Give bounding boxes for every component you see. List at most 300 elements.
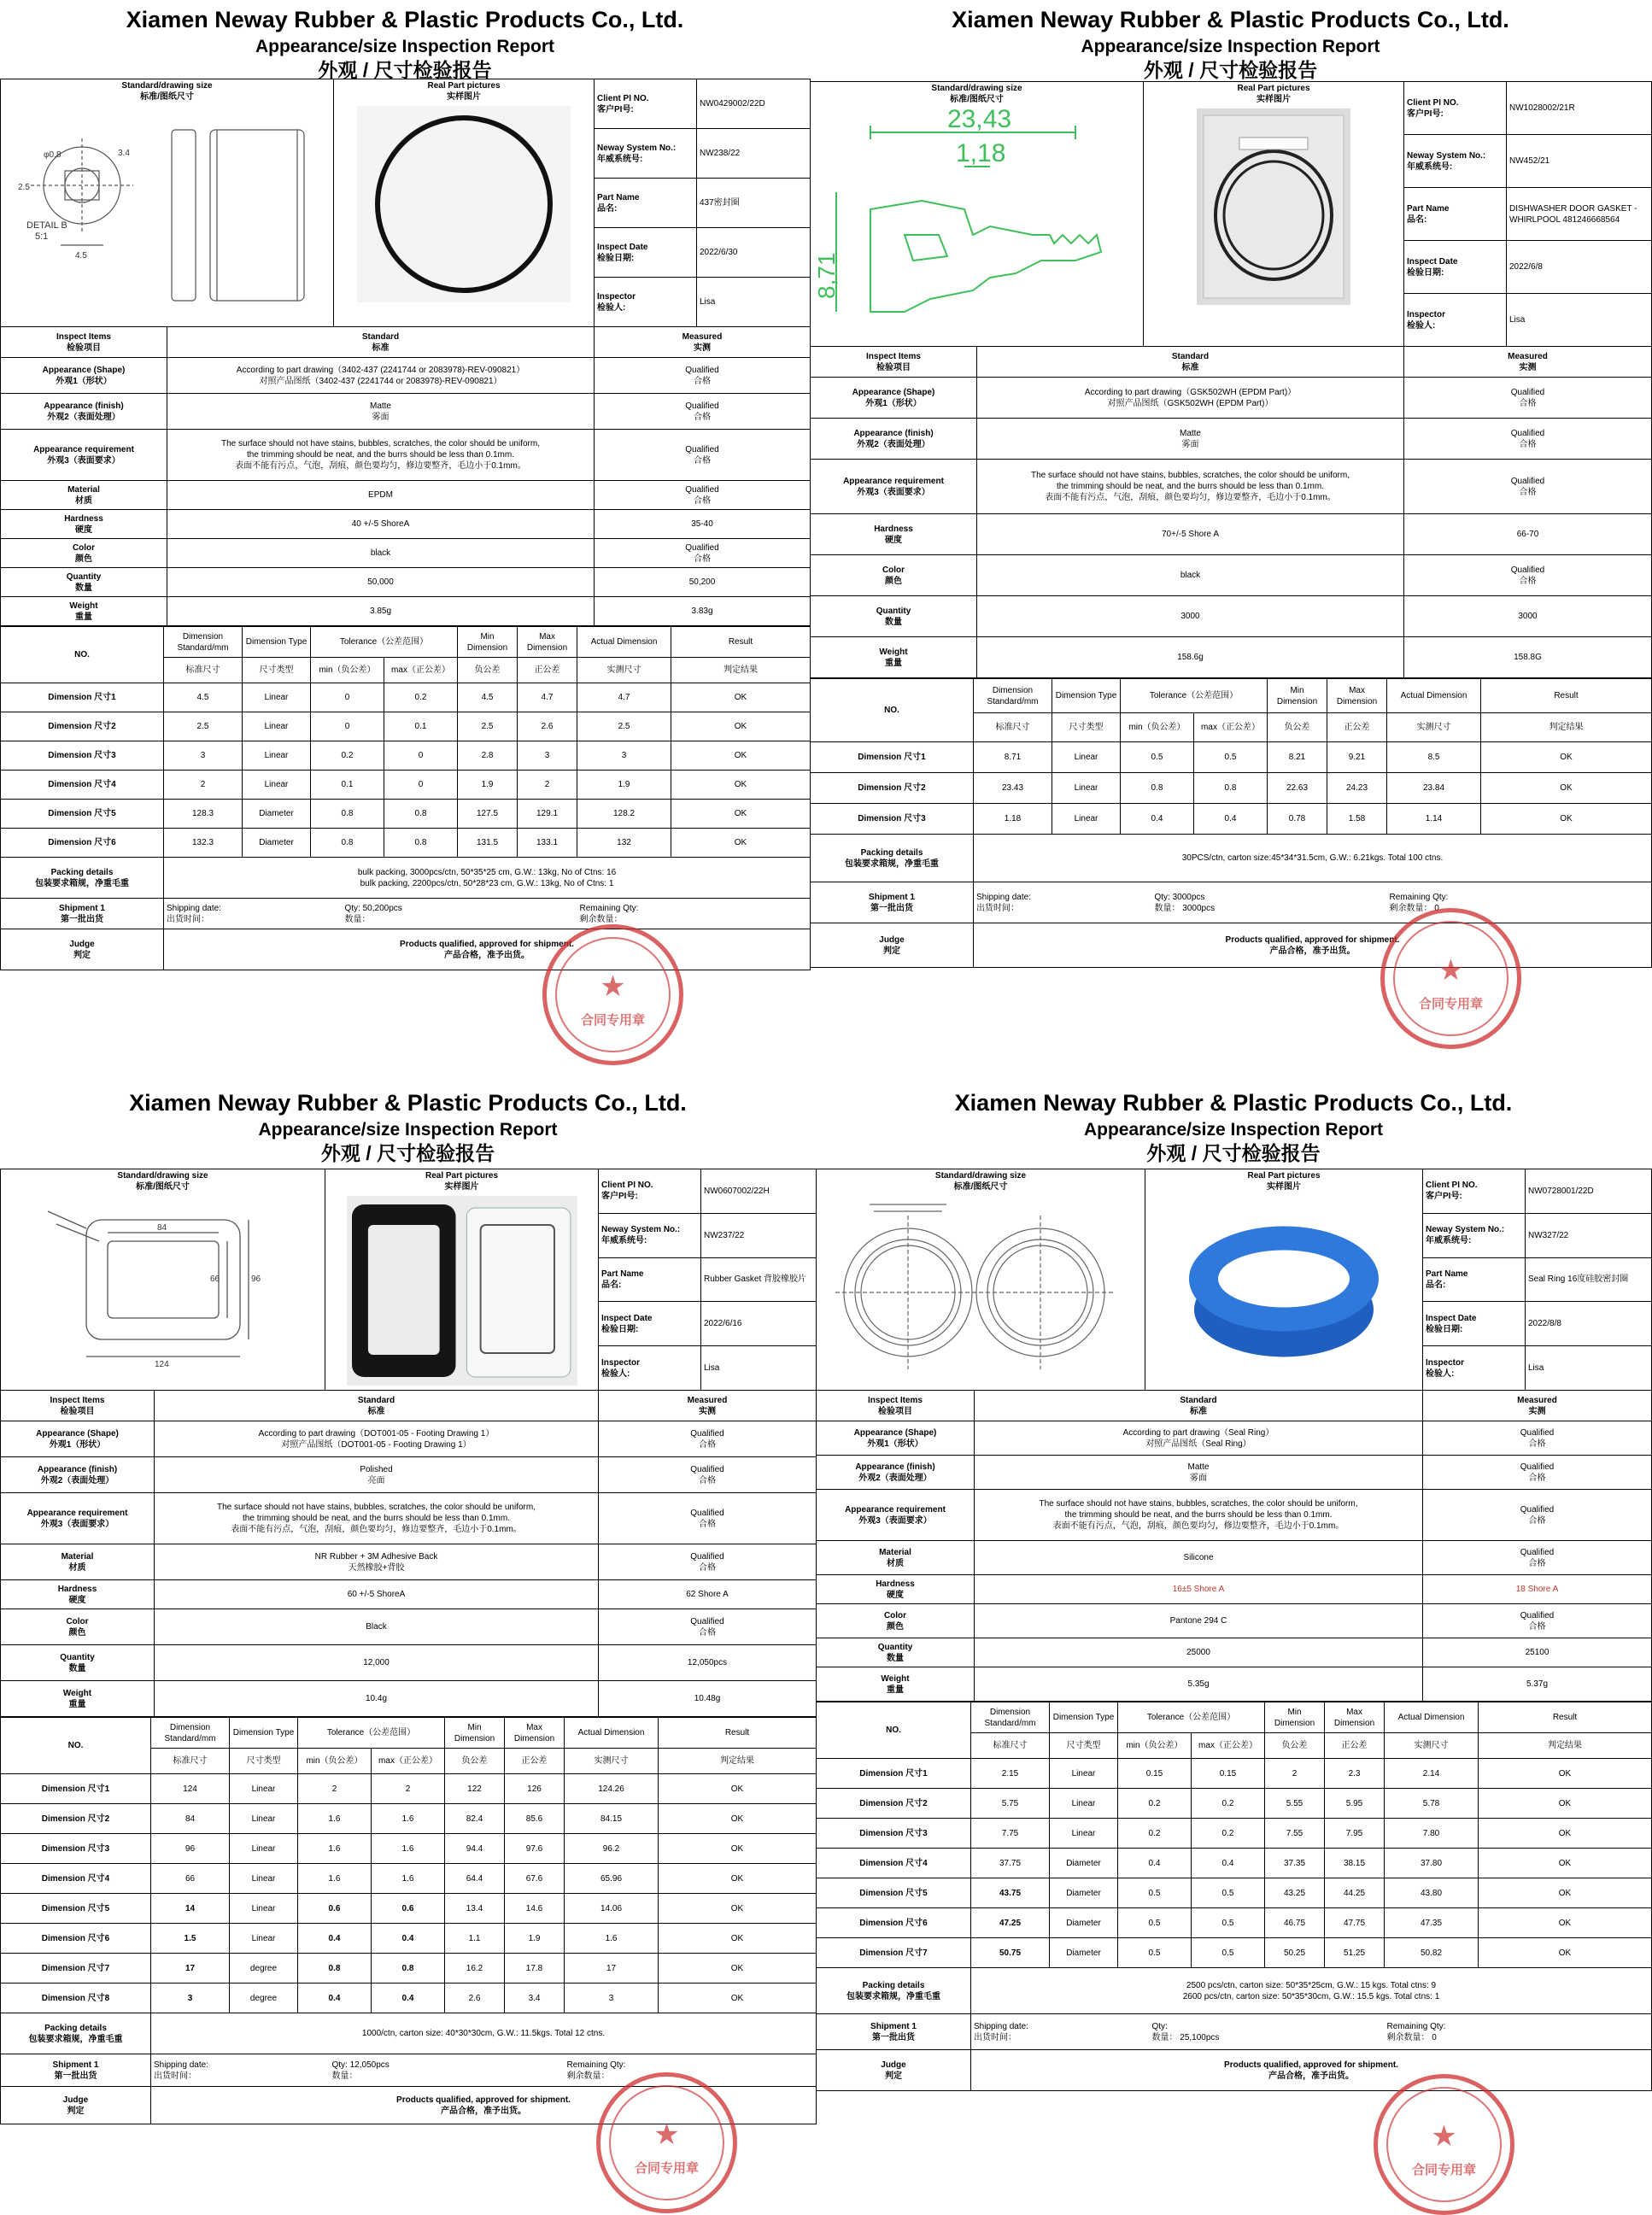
inspect-item-standard: 3.85g <box>167 597 595 626</box>
info-value: Rubber Gasket 背胶橡胶片 <box>701 1257 817 1302</box>
tolerance-max: 0.4 <box>372 1924 445 1954</box>
tolerance-max: 0.8 <box>384 829 458 858</box>
judge-row <box>811 923 1652 968</box>
picture-label: Real Part pictures <box>1237 84 1310 93</box>
inspect-item-row <box>1 358 811 394</box>
max-dimension: 51.25 <box>1325 1938 1385 1968</box>
inspect-item-standard: The surface should not have stains, bubbles, scratches, the color should be uniform, the trimming should be neat, and the burrs should be less than 0.1mm. 表面不能有污点，气泡，刮痕，颜色要均匀，修边要整齐，毛边小于0.1mm。 <box>155 1493 599 1544</box>
dimension-no: Dimension 尺寸8 <box>1 1984 151 2013</box>
tolerance-max: 0.1 <box>384 712 458 741</box>
report-header <box>816 1083 1651 1169</box>
inspect-item-standard: black <box>167 539 595 568</box>
judge-row <box>817 2050 1652 2091</box>
max-dimension: 44.25 <box>1325 1878 1385 1908</box>
dim-type-header: Dimension Type <box>230 1718 298 1749</box>
actual-dimension: 7.80 <box>1385 1819 1479 1849</box>
gasket-bag-image <box>1197 108 1350 305</box>
min-dimension: 13.4 <box>445 1894 505 1924</box>
packing-details: 2500 pcs/ctn, carton size: 50*35*25cm, G.W.: 15 kgs. Total ctns: 9 2600 pcs/ctn, carton size: 50*35*30cm, G.W.: 15.5 kgs. Total ctns: 1 <box>971 1968 1652 2014</box>
dim-std-header: Dimension Standard/mm <box>164 627 243 658</box>
min-dimension: 94.4 <box>445 1834 505 1864</box>
tolerance-min: 0.15 <box>1118 1759 1192 1789</box>
info-label: Part Name 品名: <box>599 1257 701 1302</box>
max-dimension: 97.6 <box>505 1834 565 1864</box>
info-label: Part Name 品名: <box>595 179 697 228</box>
min-dim-header: Min Dimension <box>458 627 518 658</box>
dim-std-header-cn: 标准尺寸 <box>974 713 1052 742</box>
inspect-item-standard: black <box>977 555 1404 596</box>
min-dim-header-cn: 负公差 <box>445 1749 505 1774</box>
dimension-row <box>1 1864 817 1894</box>
inspect-item-label: Appearance (finish) 外观2（表面处理） <box>811 419 977 460</box>
max-tol-header: max（正公差） <box>1194 713 1268 742</box>
inspect-item-standard: 3000 <box>977 596 1404 637</box>
drawing-label: Standard/drawing size <box>931 84 1022 93</box>
result-header: Result <box>671 627 811 658</box>
info-value: NW452/21 <box>1507 135 1652 188</box>
max-dimension: 3.4 <box>505 1984 565 2013</box>
info-value: 2022/6/8 <box>1507 241 1652 294</box>
shipment-row <box>1 899 811 929</box>
dimension-standard: 50.75 <box>971 1938 1050 1968</box>
actual-dimension: 5.78 <box>1385 1789 1479 1819</box>
result-value: OK <box>1479 1759 1652 1789</box>
max-dim-header: Max Dimension <box>518 627 577 658</box>
dimension-header-row <box>817 1702 1652 1733</box>
judge-row <box>1 2087 817 2124</box>
inspect-item-measured: 62 Shore A <box>599 1580 817 1609</box>
drawing-cell <box>811 82 1144 347</box>
dimension-standard: 3 <box>164 741 243 771</box>
dim-std-header-cn: 标准尺寸 <box>164 658 243 683</box>
result-header: Result <box>1481 679 1652 713</box>
drawing-label-cn: 标准/图纸尺寸 <box>136 1182 190 1192</box>
dimension-no: Dimension 尺寸1 <box>1 1774 151 1804</box>
info-label: Inspect Date 检验日期: <box>1423 1302 1526 1346</box>
result-value: OK <box>659 1774 817 1804</box>
min-dim-header: Min Dimension <box>1268 679 1327 713</box>
inspect-item-measured: Qualified 合格 <box>595 358 811 394</box>
inspect-item-row <box>811 460 1652 514</box>
dimension-type: Linear <box>1052 742 1121 773</box>
shipment-label: Shipment 1 第一批出货 <box>1 899 164 929</box>
tolerance-max: 1.6 <box>372 1804 445 1834</box>
min-dimension: 5.55 <box>1265 1789 1325 1819</box>
info-label: Inspect Date 检验日期: <box>595 228 697 278</box>
inspect-item-label: Quantity 数量 <box>811 596 977 637</box>
report-title-cn: 外观 / 尺寸检验报告 <box>1143 59 1318 82</box>
inspect-item-row <box>1 1421 817 1457</box>
judge-row <box>1 929 811 970</box>
min-tol-header: min（负公差） <box>1121 713 1194 742</box>
info-value: Seal Ring 16度硅胶密封圈 <box>1526 1257 1652 1302</box>
remaining-qty: Remaining Qty: 剩余数量： 0 <box>1385 2014 1652 2050</box>
picture-label-cn: 实样图片 <box>1267 1182 1301 1192</box>
report-title: Appearance/size Inspection Report <box>1081 37 1380 57</box>
dimension-no: Dimension 尺寸5 <box>1 800 164 829</box>
inspect-item-measured: Qualified 合格 <box>599 1544 817 1580</box>
no-header: NO. <box>817 1702 971 1759</box>
dimension-type: Linear <box>243 712 311 741</box>
shipping-date: Shipping date: 出货时间： <box>974 882 1121 923</box>
result-value: OK <box>1481 804 1652 835</box>
dimension-row <box>1 683 811 712</box>
dimension-no: Dimension 尺寸4 <box>1 1864 151 1894</box>
info-value: NW0728001/22D <box>1526 1169 1652 1214</box>
tolerance-min: 0.2 <box>311 741 384 771</box>
max-dim-header: Max Dimension <box>1325 1702 1385 1733</box>
judge-label: Judge 判定 <box>1 2087 151 2124</box>
dimension-no: Dimension 尺寸4 <box>817 1849 971 1878</box>
inspect-item-row <box>817 1604 1652 1638</box>
actual-dimension: 84.15 <box>565 1804 659 1834</box>
actual-dimension: 4.7 <box>577 683 671 712</box>
max-dimension: 7.95 <box>1325 1819 1385 1849</box>
packing-label: Packing details 包装要求箱规，净重毛重 <box>811 835 974 882</box>
tolerance-max: 1.6 <box>372 1864 445 1894</box>
tolerance-min: 0 <box>311 712 384 741</box>
shipping-date: Shipping date: 出货时间： <box>971 2014 1118 2050</box>
dimension-standard: 2.5 <box>164 712 243 741</box>
items-header-row <box>817 1391 1652 1421</box>
result-value: OK <box>1479 1819 1652 1849</box>
judge-label: Judge 判定 <box>1 929 164 970</box>
actual-dimension: 1.9 <box>577 771 671 800</box>
actual-dimension: 2.5 <box>577 712 671 741</box>
min-dimension: 1.9 <box>458 771 518 800</box>
tolerance-max: 0.5 <box>1192 1908 1265 1938</box>
tolerance-max: 0.8 <box>372 1954 445 1984</box>
dimension-standard: 23.43 <box>974 773 1052 804</box>
min-dimension: 37.35 <box>1265 1849 1325 1878</box>
max-tol-header: max（正公差） <box>372 1749 445 1774</box>
dimension-row <box>811 773 1652 804</box>
tolerance-max: 0.4 <box>372 1984 445 2013</box>
max-dim-header: Max Dimension <box>1327 679 1387 713</box>
dimension-no: Dimension 尺寸2 <box>811 773 974 804</box>
dimension-no: Dimension 尺寸2 <box>1 712 164 741</box>
blue-seal-ring-image <box>1177 1196 1391 1386</box>
tolerance-min: 0.6 <box>298 1894 372 1924</box>
tolerance-max: 0 <box>384 771 458 800</box>
dimension-standard: 43.75 <box>971 1878 1050 1908</box>
packing-row <box>817 1968 1652 2014</box>
actual-dimension: 50.82 <box>1385 1938 1479 1968</box>
inspect-item-standard: The surface should not have stains, bubbles, scratches, the color should be uniform, the trimming should be neat, and the burrs should be less than 0.1mm. 表面不能有污点，气泡，刮痕，颜色要均匀，修边要整齐，毛边小于0.1mm。 <box>975 1490 1423 1541</box>
report-title-cn: 外观 / 尺寸检验报告 <box>318 59 492 82</box>
tolerance-min: 0.8 <box>311 829 384 858</box>
inspection-report <box>0 1083 816 2187</box>
tolerance-min: 0.4 <box>1118 1849 1192 1878</box>
shipment-label: Shipment 1 第一批出货 <box>817 2014 971 2050</box>
result-header: Result <box>659 1718 817 1749</box>
tolerance-max: 0.15 <box>1192 1759 1265 1789</box>
result-value: OK <box>659 1924 817 1954</box>
report-table <box>810 81 1652 678</box>
result-header-cn: 判定结果 <box>1481 713 1652 742</box>
dimension-type: degree <box>230 1954 298 1984</box>
result-header-cn: 判定结果 <box>1479 1733 1652 1759</box>
report-title: Appearance/size Inspection Report <box>258 1120 558 1140</box>
tolerance-max: 0.8 <box>1194 773 1268 804</box>
inspect-item-standard: 12,000 <box>155 1645 599 1681</box>
inspect-item-label: Weight 重量 <box>1 1681 155 1717</box>
packing-label: Packing details 包装要求箱规，净重毛重 <box>1 858 164 899</box>
drawing-label-cn: 标准/图纸尺寸 <box>950 95 1004 104</box>
min-dimension: 131.5 <box>458 829 518 858</box>
tolerance-max: 0.5 <box>1194 742 1268 773</box>
dimension-row <box>1 1924 817 1954</box>
dimension-type: Linear <box>230 1924 298 1954</box>
drawing-scale-label: 5:1 <box>34 231 48 242</box>
dim-type-header-cn: 尺寸类型 <box>1052 713 1121 742</box>
dimension-standard: 17 <box>151 1954 230 1984</box>
inspect-item-label: Appearance (finish) 外观2（表面处理） <box>817 1456 975 1490</box>
inspect-item-label: Hardness 硬度 <box>1 1580 155 1609</box>
info-label: Inspector 检验人: <box>1423 1346 1526 1391</box>
dimension-no: Dimension 尺寸1 <box>811 742 974 773</box>
inspect-item-standard: 50,000 <box>167 568 595 597</box>
min-dimension: 2.5 <box>458 712 518 741</box>
dim-std-header: Dimension Standard/mm <box>151 1718 230 1749</box>
inspect-item-row <box>1 481 811 510</box>
min-dimension: 43.25 <box>1265 1878 1325 1908</box>
actual-dimension: 8.5 <box>1387 742 1481 773</box>
tolerance-min: 0.2 <box>1118 1819 1192 1849</box>
shipment-qty: Qty: 数量： 25,100pcs <box>1118 2014 1385 2050</box>
result-value: OK <box>1479 1849 1652 1878</box>
actual-header-cn: 实测尺寸 <box>565 1749 659 1774</box>
dimension-row <box>1 800 811 829</box>
shipment-qty: Qty: 12,050pcs 数量： <box>298 2054 565 2087</box>
dimension-type: Linear <box>1052 773 1121 804</box>
max-dimension: 1.58 <box>1327 804 1387 835</box>
min-tol-header: min（负公差） <box>298 1749 372 1774</box>
picture-label-cn: 实样图片 <box>444 1182 479 1192</box>
tolerance-min: 0.4 <box>298 1924 372 1954</box>
packing-details: bulk packing, 3000pcs/ctn, 50*35*25 cm, G.W.: 13kg, No of Ctns: 16 bulk packing, 2200pcs/ctn, 50*28*23 cm, G.W.: 13kg, No of Ctns: 1 <box>164 858 811 899</box>
dimension-standard: 37.75 <box>971 1849 1050 1878</box>
dimension-type: Linear <box>230 1834 298 1864</box>
picture-cell <box>325 1169 599 1391</box>
inspect-item-row <box>811 637 1652 678</box>
dim-type-header-cn: 尺寸类型 <box>243 658 311 683</box>
min-tol-header: min（负公差） <box>1118 1733 1192 1759</box>
dimension-header-row <box>1 627 811 658</box>
company-name: Xiamen Neway Rubber & Plastic Products Co., Ltd. <box>954 1090 1513 1116</box>
actual-dimension: 47.35 <box>1385 1908 1479 1938</box>
actual-dimension: 124.26 <box>565 1774 659 1804</box>
info-value: Lisa <box>1526 1346 1652 1391</box>
actual-dimension: 17 <box>565 1954 659 1984</box>
no-header: NO. <box>811 679 974 742</box>
info-label: Neway System No.: 年威系统号: <box>1423 1213 1526 1257</box>
inspect-item-row <box>817 1667 1652 1702</box>
dimension-no: Dimension 尺寸5 <box>1 1894 151 1924</box>
dimension-row <box>817 1908 1652 1938</box>
inspect-item-label: Appearance (finish) 外观2（表面处理） <box>1 394 167 430</box>
tolerance-max: 0.6 <box>372 1894 445 1924</box>
dimension-type: Diameter <box>243 829 311 858</box>
inspect-item-row <box>1 1457 817 1493</box>
result-value: OK <box>671 683 811 712</box>
tolerance-min: 1.6 <box>298 1834 372 1864</box>
info-value: NW0607002/22H <box>701 1169 817 1214</box>
inspect-item-measured: 25100 <box>1423 1638 1652 1667</box>
items-header-row <box>1 327 811 358</box>
min-dim-header: Min Dimension <box>445 1718 505 1749</box>
inspect-item-row <box>1 430 811 481</box>
report-title-cn: 外观 / 尺寸检验报告 <box>1146 1142 1321 1165</box>
inspect-item-standard: 16±5 Shore A <box>975 1575 1423 1604</box>
inspect-item-standard: The surface should not have stains, bubbles, scratches, the color should be uniform, the trimming should be neat, and the burrs should be less than 0.1mm. 表面不能有污点，气泡，刮痕，颜色要均匀，修边要整齐，毛边小于0.1mm。 <box>977 460 1404 514</box>
dimension-header-row <box>1 1718 817 1749</box>
inspect-item-measured: Qualified 合格 <box>599 1493 817 1544</box>
info-value: NW327/22 <box>1526 1213 1652 1257</box>
inspect-item-standard: Polished 亮面 <box>155 1457 599 1493</box>
tolerance-header: Tolerance（公差范围） <box>298 1718 445 1749</box>
inspect-item-standard: 70+/-5 Shore A <box>977 514 1404 555</box>
max-dimension: 38.15 <box>1325 1849 1385 1878</box>
items-header-row <box>1 1391 817 1421</box>
max-dimension: 14.6 <box>505 1894 565 1924</box>
max-dimension: 2 <box>518 771 577 800</box>
part-photo <box>1177 1196 1391 1386</box>
inspect-item-label: Hardness 硬度 <box>1 510 167 539</box>
shipment-label: Shipment 1 第一批出货 <box>811 882 974 923</box>
inspect-item-row <box>1 1544 817 1580</box>
items-header: Inspect Items 检验项目 <box>1 1391 155 1421</box>
dimension-type: Diameter <box>243 800 311 829</box>
tolerance-min: 0 <box>311 683 384 712</box>
inspect-item-standard: The surface should not have stains, bubbles, scratches, the color should be uniform, the trimming should be neat, and the burrs should be less than 0.1mm. 表面不能有污点，气泡，刮痕，颜色要均匀，修边要整齐，毛边小于0.1mm。 <box>167 430 595 481</box>
inspect-item-standard: Matte 雾面 <box>977 419 1404 460</box>
max-dim-header: Max Dimension <box>505 1718 565 1749</box>
max-dimension: 2.3 <box>1325 1759 1385 1789</box>
picture-label-cn: 实样图片 <box>447 92 481 102</box>
drawing-dim-label: 1,18 <box>955 139 1005 167</box>
max-dim-header-cn: 正公差 <box>518 658 577 683</box>
part-drawing <box>14 104 321 311</box>
inspect-item-measured: Qualified 合格 <box>1423 1490 1652 1541</box>
min-dimension: 7.55 <box>1265 1819 1325 1849</box>
dimension-standard: 8.71 <box>974 742 1052 773</box>
tolerance-min: 0.5 <box>1118 1938 1192 1968</box>
result-value: OK <box>1481 742 1652 773</box>
tolerance-max: 0.2 <box>1192 1789 1265 1819</box>
actual-dimension: 23.84 <box>1387 773 1481 804</box>
dimension-standard: 14 <box>151 1894 230 1924</box>
picture-cell <box>1144 82 1404 347</box>
result-value: OK <box>671 712 811 741</box>
dimension-no: Dimension 尺寸3 <box>1 1834 151 1864</box>
inspect-item-measured: Qualified 合格 <box>595 481 811 510</box>
dimension-standard: 47.25 <box>971 1908 1050 1938</box>
shipping-date: Shipping date: 出货时间： <box>151 2054 298 2087</box>
info-label: Inspector 检验人: <box>595 278 697 327</box>
measured-header: Measured 实测 <box>1423 1391 1652 1421</box>
max-dim-header-cn: 正公差 <box>1327 713 1387 742</box>
inspect-item-row <box>811 596 1652 637</box>
dimension-row <box>817 1938 1652 1968</box>
tolerance-max: 2 <box>372 1774 445 1804</box>
tolerance-min: 0.8 <box>1121 773 1194 804</box>
drawing-label: Standard/drawing size <box>934 1171 1027 1181</box>
dimension-standard: 5.75 <box>971 1789 1050 1819</box>
dimension-no: Dimension 尺寸1 <box>817 1759 971 1789</box>
inspect-item-measured: Qualified 合格 <box>595 394 811 430</box>
dimension-standard: 66 <box>151 1864 230 1894</box>
dimension-row <box>817 1878 1652 1908</box>
min-dimension: 8.21 <box>1268 742 1327 773</box>
dimension-standard: 1.18 <box>974 804 1052 835</box>
min-dimension: 64.4 <box>445 1864 505 1894</box>
judge-label: Judge 判定 <box>811 923 974 968</box>
info-label: Part Name 品名: <box>1404 188 1507 241</box>
dimension-no: Dimension 尺寸4 <box>1 771 164 800</box>
tolerance-min: 0.2 <box>1118 1789 1192 1819</box>
dimension-type: Linear <box>230 1864 298 1894</box>
info-value: DISHWASHER DOOR GASKET - WHIRLPOOL 481246668564 <box>1507 188 1652 241</box>
inspect-item-row <box>1 1645 817 1681</box>
dimension-no: Dimension 尺寸6 <box>817 1908 971 1938</box>
drawing-dim-label: 8,71 <box>812 252 840 299</box>
picture-label: Real Part pictures <box>427 81 501 91</box>
dimension-no: Dimension 尺寸6 <box>1 1924 151 1954</box>
dimension-type: Linear <box>230 1894 298 1924</box>
dimension-no: Dimension 尺寸7 <box>817 1938 971 1968</box>
min-tol-header: min（负公差） <box>311 658 384 683</box>
tolerance-max: 0.4 <box>1192 1849 1265 1878</box>
max-dimension: 9.21 <box>1327 742 1387 773</box>
inspect-item-measured: 18 Shore A <box>1423 1575 1652 1604</box>
dimension-no: Dimension 尺寸3 <box>1 741 164 771</box>
inspect-item-row <box>1 568 811 597</box>
info-value: 2022/6/30 <box>697 228 811 278</box>
company-seal-stamp: ★ 合同专用章 <box>1374 2074 1514 2215</box>
report-header <box>0 0 810 82</box>
company-seal-stamp: ★ 合同专用章 <box>1380 908 1521 1049</box>
tolerance-max: 1.6 <box>372 1834 445 1864</box>
inspect-item-label: Appearance requirement 外观3（表面要求） <box>1 430 167 481</box>
dimension-row <box>1 1954 817 1984</box>
inspect-item-label: Color 颜色 <box>811 555 977 596</box>
inspect-item-row <box>1 1580 817 1609</box>
dimension-standard: 96 <box>151 1834 230 1864</box>
dimension-type: Diameter <box>1050 1849 1118 1878</box>
result-value: OK <box>659 1984 817 2013</box>
inspect-item-row <box>817 1575 1652 1604</box>
dimension-type: Linear <box>230 1774 298 1804</box>
inspect-item-measured: Qualified 合格 <box>599 1457 817 1493</box>
dimension-type: Linear <box>243 771 311 800</box>
shipment-row <box>811 882 1652 923</box>
inspect-item-label: Appearance (Shape) 外观1（形状） <box>1 358 167 394</box>
result-value: OK <box>1481 773 1652 804</box>
info-label: Client PI NO. 客户PI号: <box>595 79 697 129</box>
max-dimension: 4.7 <box>518 683 577 712</box>
inspect-item-row <box>811 514 1652 555</box>
part-photo <box>347 1196 577 1386</box>
dimension-row <box>817 1849 1652 1878</box>
min-dimension: 50.25 <box>1265 1938 1325 1968</box>
dimension-row <box>1 1984 817 2013</box>
actual-dimension: 1.14 <box>1387 804 1481 835</box>
result-value: OK <box>671 800 811 829</box>
max-dimension: 24.23 <box>1327 773 1387 804</box>
inspect-item-standard: According to part drawing（DOT001-05 - Footing Drawing 1） 对照产品图纸（DOT001-05 - Footing Drawing 1） <box>155 1421 599 1457</box>
inspect-item-label: Quantity 数量 <box>817 1638 975 1667</box>
